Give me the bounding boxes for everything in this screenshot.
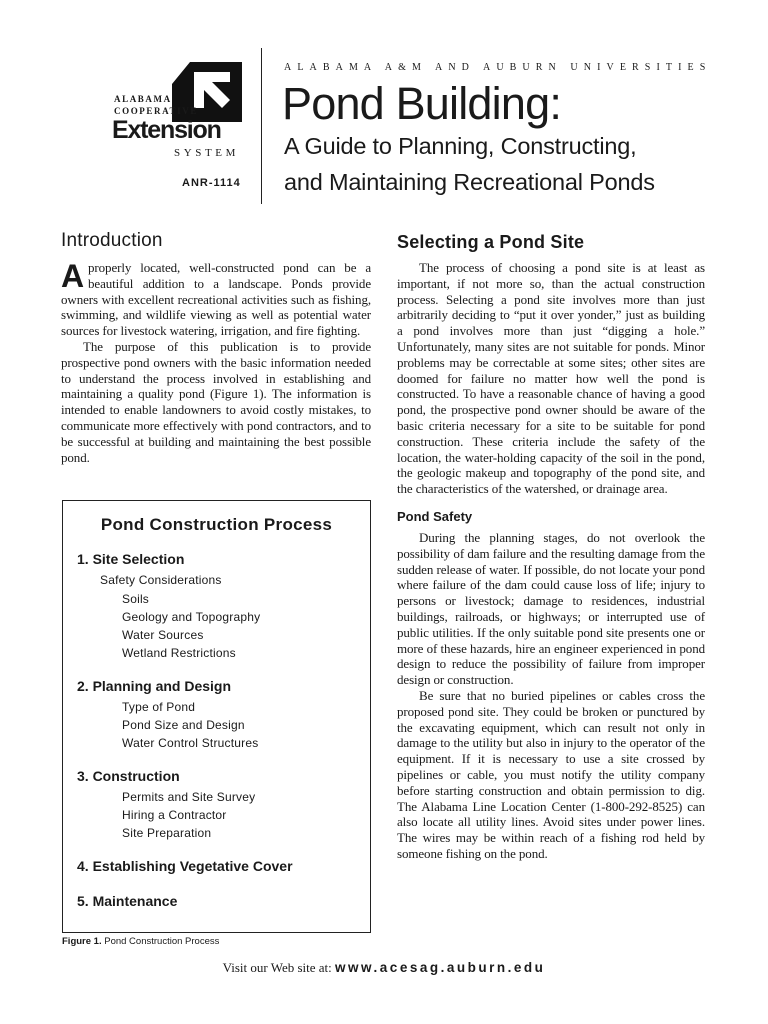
- process-step-3-item: Permits and Site Survey: [122, 790, 256, 804]
- figure-caption: [62, 936, 219, 947]
- safety-paragraph-2: Be sure that no buried pipelines or cables cross the proposed pond site. They could be broken or punctured by the excavating equipment, which can result not only in damage to the utility but also in injury to the operator of the equipment. If it is necessary to use a site crossed by pipelines or cable, you must notify the utility company before starting construction and obtain permission to dig. The Alabama Line Location Center (1-800-292-8525) can also locate all utility lines. Avoid sites under power lines. The wires may be within reach of a fishing rod held by someone fishing on the pond.: [397, 687, 705, 861]
- introduction-heading: Introduction: [61, 230, 163, 251]
- process-step-2-item: Water Control Structures: [122, 736, 259, 750]
- process-box-title: Pond Construction Process: [100, 515, 333, 534]
- figure-caption-text: Pond Construction Process: [104, 936, 220, 947]
- process-step-1-item: Soils: [122, 592, 150, 606]
- logo-state-text: ALABAMA: [114, 94, 172, 104]
- website-link[interactable]: www.acesag.auburn.edu: [335, 960, 546, 975]
- process-step-5: 5. Maintenance: [77, 893, 178, 909]
- process-step-3-item: Site Preparation: [122, 826, 212, 840]
- extension-logo: [112, 62, 242, 162]
- process-step-1-item: Water Sources: [122, 628, 204, 642]
- introduction-section: [61, 230, 371, 465]
- intro-paragraph-1: [61, 260, 371, 339]
- logo-system-text: SYSTEM: [174, 147, 239, 159]
- publication-number: ANR-1114: [182, 177, 241, 189]
- footer: [0, 960, 768, 976]
- process-step-3: 3. Construction: [77, 768, 180, 784]
- process-step-3-item: Hiring a Contractor: [122, 808, 227, 822]
- process-step-2-item: Pond Size and Design: [122, 718, 245, 732]
- site-selection-heading: Selecting a Pond Site: [397, 232, 585, 252]
- process-step-4: 4. Establishing Vegetative Cover: [77, 858, 293, 874]
- process-step-1-item: Wetland Restrictions: [122, 646, 236, 660]
- logo-cooperative-text: COOPERATIVE: [114, 106, 198, 116]
- process-step-1: 1. Site Selection: [77, 551, 185, 567]
- intro-paragraph-1-text: properly located, well-constructed pond can be a beautiful addition to a landscape. Ponds provide owners with excellent recreational activities such as fishing, swimming, and wildlife viewing as well as potential water sources for livestock watering, irrigation, and fire fighting.: [61, 260, 371, 339]
- document-subtitle: [284, 128, 655, 200]
- figure-caption-label: Figure 1.: [62, 936, 102, 947]
- process-step-2-item: Type of Pond: [122, 700, 196, 714]
- intro-paragraph-2: The purpose of this publication is to provide prospective pond owners with the basic information needed to understand the process involved in establishing and maintaining a quality pond (Figure 1). The information is intended to enable landowners to avoid costly mistakes, to communicate more effectively with pond contractors, and to be successful at building and maintaining the best possible pond.: [61, 338, 371, 465]
- universities-line: ALABAMA A&M AND AUBURN UNIVERSITIES: [284, 62, 712, 73]
- process-step-1-item: Geology and Topography: [122, 610, 261, 624]
- process-step-2: 2. Planning and Design: [77, 678, 232, 694]
- process-box: [62, 500, 371, 933]
- process-step-1-item: Safety Considerations: [100, 573, 222, 587]
- site-selection-section: [397, 232, 705, 862]
- footer-prefix: Visit our Web site at:: [222, 960, 336, 975]
- pond-safety-heading: Pond Safety: [397, 508, 473, 524]
- subtitle-line-2: and Maintaining Recreational Ponds: [284, 169, 655, 195]
- safety-paragraph-1: During the planning stages, do not overlook the possibility of dam failure and the resulting damage from the sudden release of water. If possible, do not locate your pond where failure of the dam could cause loss of life; injury to persons or livestock; damage to residences, industrial buildings, railroads, or highways; or interrupted use of public utilities. If the only suitable pond site presents one or more of these hazards, hire an engineer experienced in pond design to reduce the possibility of failure from improper design or construction.: [397, 529, 705, 688]
- header-divider: [261, 48, 262, 204]
- intro-dropcap: A: [61, 258, 85, 294]
- subtitle-line-1: A Guide to Planning, Constructing,: [284, 133, 637, 159]
- site-paragraph-1: The process of choosing a pond site is at least as important, if not more so, than the actual construction process. Selecting a pond site involves more than just arbitrarily deciding to “put it over yonder,” just as building a pond involves more than just “digging a hole.” Unfortunately, many sites are not suitable for ponds. Minor problems may be correctable at some sites; other sites are doomed for failure no matter how well the pond is constructed. To have a reasonable chance of having a good pond, the prospective pond owner should be aware of the basic criteria necessary for a site to be suitable for pond construction. These criteria include the safety of the location, the water-holding capacity of the soil in the pond, the geologic makeup and topography of the pond site, and the characteristics of the watershed, or drainage area.: [397, 260, 705, 497]
- document-title: Pond Building:: [282, 78, 562, 129]
- logo-extension-text: Extension: [112, 116, 221, 144]
